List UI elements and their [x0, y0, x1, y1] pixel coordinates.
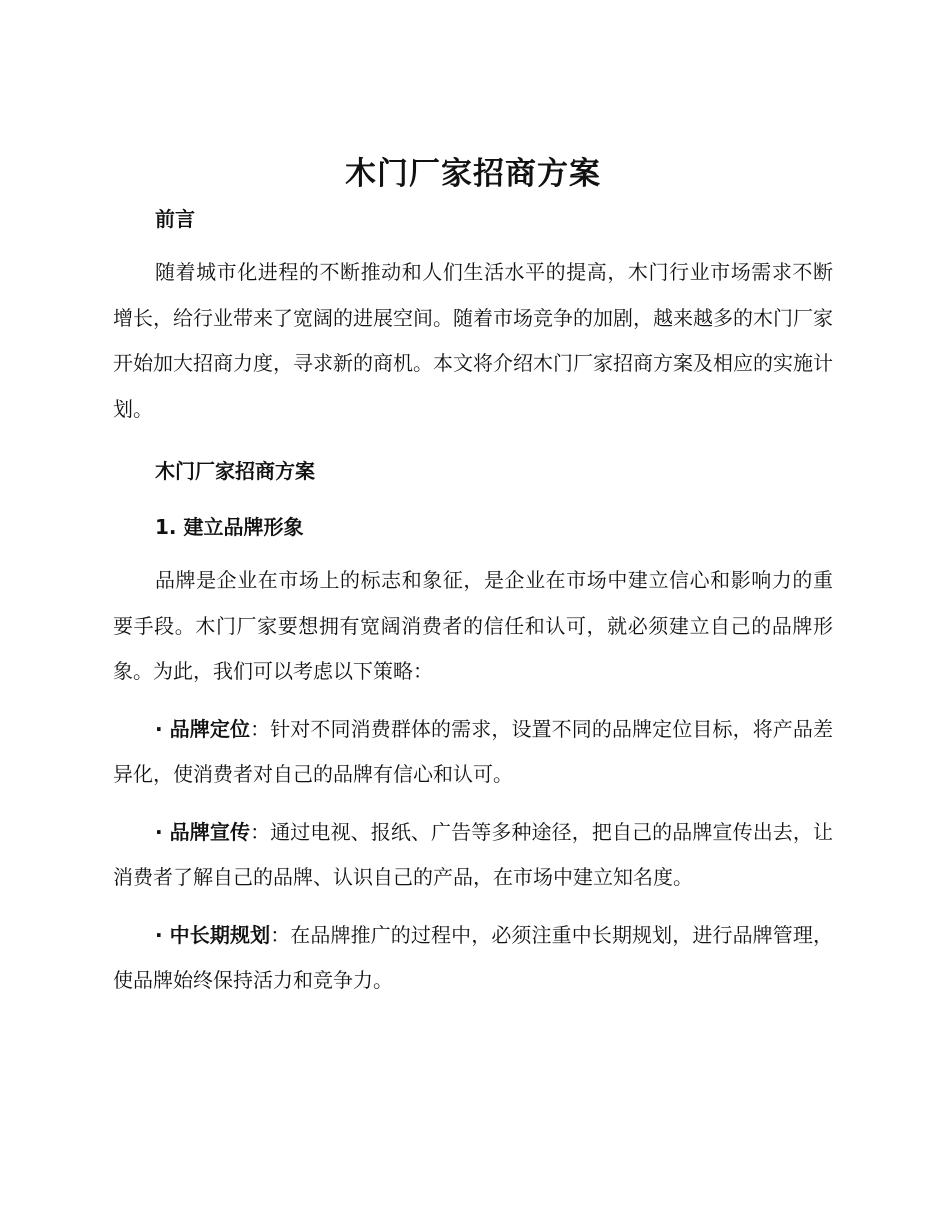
document-body [113, 146, 833, 1004]
bullet-label: · 中长期规划 [155, 922, 271, 947]
bullet-text: ：在品牌推广的过程中，必须注重中长期规划，进行品牌管理，使品牌始终保持活力和竞争力。 [113, 922, 833, 992]
document-title: 木门厂家招商方案 [345, 156, 601, 192]
bullet-brand-positioning [113, 707, 833, 798]
bullet-label: · 品牌定位 [155, 716, 251, 741]
bullet-text: ：针对不同消费群体的需求，设置不同的品牌定位目标，将产品差异化，使消费者对自己的品牌有信心和认可。 [113, 716, 834, 786]
section1-heading: 1. 建立品牌形象 [155, 515, 304, 539]
bullet-long-term-planning [113, 913, 833, 1004]
bullet-brand-promotion [113, 810, 833, 901]
preface-paragraph: 随着城市化进程的不断推动和人们生活水平的提高，木门行业市场需求不断增长，给行业带来了宽阔的进展空间。随着市场竞争的加剧，越来越多的木门厂家开始加大招商力度，寻求新的商机。本文将介绍木门厂家招商方案及相应的实施计划。 [113, 260, 833, 421]
bullet-label: · 品牌宣传 [155, 819, 251, 844]
bullet-text: ：通过电视、报纸、广告等多种途径，把自己的品牌宣传出去，让消费者了解自己的品牌、认识自己的产品，在市场中建立知名度。 [113, 819, 834, 889]
preface-heading: 前言 [155, 207, 195, 231]
plan-heading: 木门厂家招商方案 [155, 459, 315, 483]
section1-paragraph: 品牌是企业在市场上的标志和象征，是企业在市场中建立信心和影响力的重要手段。木门厂家要想拥有宽阔消费者的信任和认可，就必须建立自己的品牌形象。为此，我们可以考虑以下策略： [113, 568, 833, 683]
